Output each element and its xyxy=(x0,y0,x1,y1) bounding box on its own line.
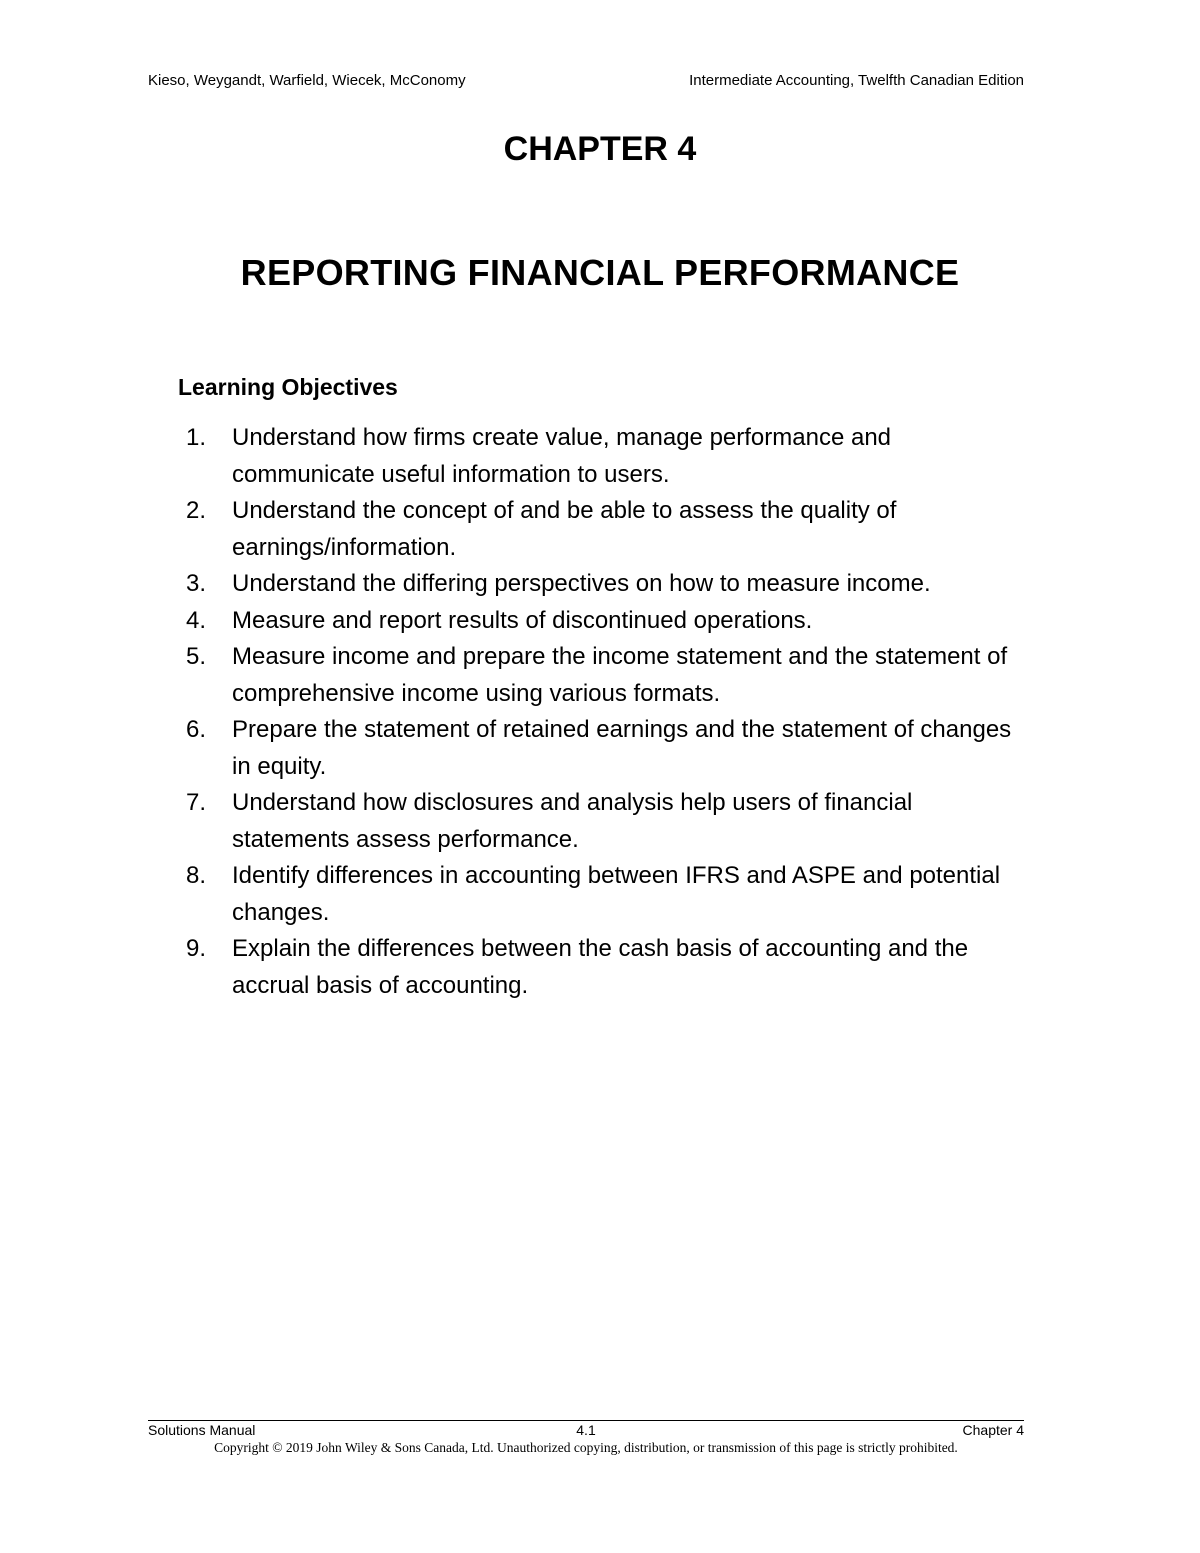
item-number: 8. xyxy=(186,862,207,889)
learning-objectives-heading: Learning Objectives xyxy=(178,374,398,400)
learning-objectives-list xyxy=(186,420,1016,1004)
item-number: 6. xyxy=(186,716,207,743)
item-text: Explain the differences between the cash basis of accounting and the accrual basis of accounting. xyxy=(232,935,969,999)
footer-divider xyxy=(148,1420,1024,1421)
list-item xyxy=(186,785,1016,858)
item-text: Understand how firms create value, manage performance and communicate useful information to users. xyxy=(232,424,892,488)
header-authors: Kieso, Weygandt, Warfield, Wiecek, McConomy xyxy=(148,72,466,89)
list-item xyxy=(186,603,1016,640)
chapter-title: REPORTING FINANCIAL PERFORMANCE xyxy=(240,252,960,293)
list-item xyxy=(186,566,1016,603)
list-item xyxy=(186,931,1016,1004)
item-text: Understand how disclosures and analysis help users of financial statements assess performance. xyxy=(232,789,913,853)
list-item xyxy=(186,712,1016,785)
list-item xyxy=(186,639,1016,712)
item-number: 2. xyxy=(186,497,207,524)
item-number: 1. xyxy=(186,424,207,451)
chapter-label: CHAPTER 4 xyxy=(503,130,697,168)
item-number: 7. xyxy=(186,789,207,816)
page-footer xyxy=(148,1422,1024,1438)
item-text: Measure and report results of discontinued operations. xyxy=(232,606,813,634)
running-header xyxy=(148,72,1024,89)
list-item xyxy=(186,493,1016,566)
item-number: 3. xyxy=(186,570,207,597)
item-number: 9. xyxy=(186,935,207,962)
copyright-notice: Copyright © 2019 John Wiley & Sons Canada, Ltd. Unauthorized copying, distribution, or transmission of this page is strictly prohibited. xyxy=(214,1440,958,1455)
item-number: 4. xyxy=(186,606,207,634)
item-text: Understand the differing perspectives on how to measure income. xyxy=(232,570,931,597)
page-number: 4.1 xyxy=(576,1422,596,1438)
list-item xyxy=(186,858,1016,931)
item-number: 5. xyxy=(186,643,207,670)
item-text: Identify differences in accounting between IFRS and ASPE and potential changes. xyxy=(232,862,1001,926)
item-text: Measure income and prepare the income statement and the statement of comprehensive income using various formats. xyxy=(232,643,1008,707)
list-item xyxy=(186,420,1016,493)
header-book-title: Intermediate Accounting, Twelfth Canadian Edition xyxy=(689,72,1024,89)
footer-left: Solutions Manual xyxy=(148,1422,256,1438)
item-text: Prepare the statement of retained earnings and the statement of changes in equity. xyxy=(232,716,1012,780)
footer-right: Chapter 4 xyxy=(962,1422,1024,1438)
item-text: Understand the concept of and be able to assess the quality of earnings/information. xyxy=(232,497,897,561)
